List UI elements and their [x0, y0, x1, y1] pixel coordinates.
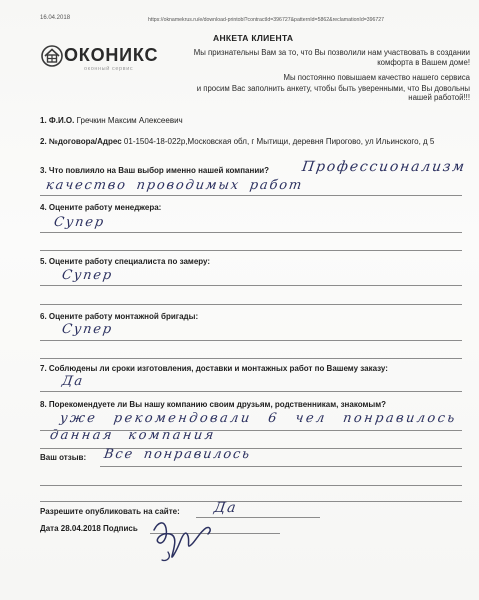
client-name-row: [40, 116, 183, 125]
question-8-label: 8. Порекомендуете ли Вы нашу компанию своим друзьям, родственникам, знакомым?: [40, 400, 387, 409]
question-label: [40, 312, 198, 321]
question-label: [40, 166, 269, 175]
question-3-label: 3. Что повлияло на Ваш выбор именно нашей компании?: [40, 166, 270, 175]
publish-answer: Да: [212, 500, 239, 516]
review-label: Ваш отзыв:: [40, 453, 87, 462]
contract-row: [40, 137, 434, 146]
answer-line: [40, 501, 462, 502]
question-4-label: 4. Оцените работу менеджера:: [40, 203, 162, 212]
intro-line: Мы постоянно повышаем качество нашего сервиса: [283, 73, 470, 82]
client-name-label: 1. Ф.И.О.: [40, 116, 75, 125]
question-7-label: 7. Соблюдены ли сроки изготовления, доставки и монтажных работ по Вашему заказу:: [40, 364, 388, 373]
logo-name: ОКОНИКС: [64, 45, 159, 65]
answer-line: [40, 195, 462, 196]
footer-row: [40, 524, 138, 533]
intro-line: нашей работой!!!: [408, 93, 470, 102]
answer-line: [40, 391, 462, 392]
intro-line: Мы признательны Вам за то, что Вы позволили нам участвовать в создании: [193, 48, 470, 57]
answer-line: [40, 304, 462, 305]
answer-line: [40, 232, 462, 233]
client-name-value: Гречкин Максим Алексеевич: [76, 116, 183, 125]
window-house-icon: [41, 45, 63, 67]
answer-5: Супер: [60, 268, 114, 283]
answer-3-line-2: качество проводимых работ: [44, 178, 305, 193]
question-label: [40, 400, 386, 409]
question-6-label: 6. Оцените работу монтажной бригады:: [40, 312, 199, 321]
signature-label: Подпись: [103, 524, 138, 533]
answer-8-line-1: уже рекомендовали 6 чел понравилось: [58, 411, 458, 426]
publish-label: Разрешите опубликовать на сайте:: [40, 507, 180, 516]
answer-line: [40, 485, 462, 486]
intro-line: и просим Вас заполнить анкету, чтобы быть уверенными, что Вы довольны: [196, 84, 470, 93]
date-value: 28.04.2018: [60, 524, 101, 533]
print-date: 16.04.2018: [40, 15, 71, 21]
date-label: Дата: [40, 524, 59, 533]
question-label: [40, 257, 210, 266]
review-answer: Все понравилось: [102, 447, 252, 462]
review-label-row: [40, 453, 86, 462]
answer-6: Супер: [60, 322, 114, 337]
question-label: [40, 203, 161, 212]
answer-7: Да: [60, 374, 85, 389]
intro-line: комфорта в Вашем доме!: [377, 58, 470, 67]
answer-line: [40, 340, 462, 341]
answer-8-line-2: данная компания: [48, 428, 217, 443]
answer-line: [40, 430, 462, 431]
question-5-label: 5. Оцените работу специалиста по замеру:: [40, 257, 211, 266]
logo-tagline: оконный сервис: [84, 66, 134, 72]
answer-line: [100, 466, 462, 467]
question-label: [40, 364, 388, 373]
form-title: АНКЕТА КЛИЕНТА: [213, 33, 294, 43]
contract-value: 01-1504-18-022р,Московская обл, г Мытищи, деревня Пирогово, ул Ильинского, д 5: [123, 137, 435, 146]
contract-label: 2. №договора/Адрес: [40, 137, 122, 146]
signature: [148, 512, 218, 564]
answer-3-line-1: Профессионализм: [300, 159, 467, 175]
answer-line: [40, 285, 462, 286]
answer-line: [40, 250, 462, 251]
answer-4: Супер: [52, 215, 106, 230]
print-url: https://oknamekrus.ru/e/download-printobl?contractId=396727&patternId=5862&reclamationId=396727: [148, 17, 385, 23]
answer-line: [40, 358, 462, 359]
